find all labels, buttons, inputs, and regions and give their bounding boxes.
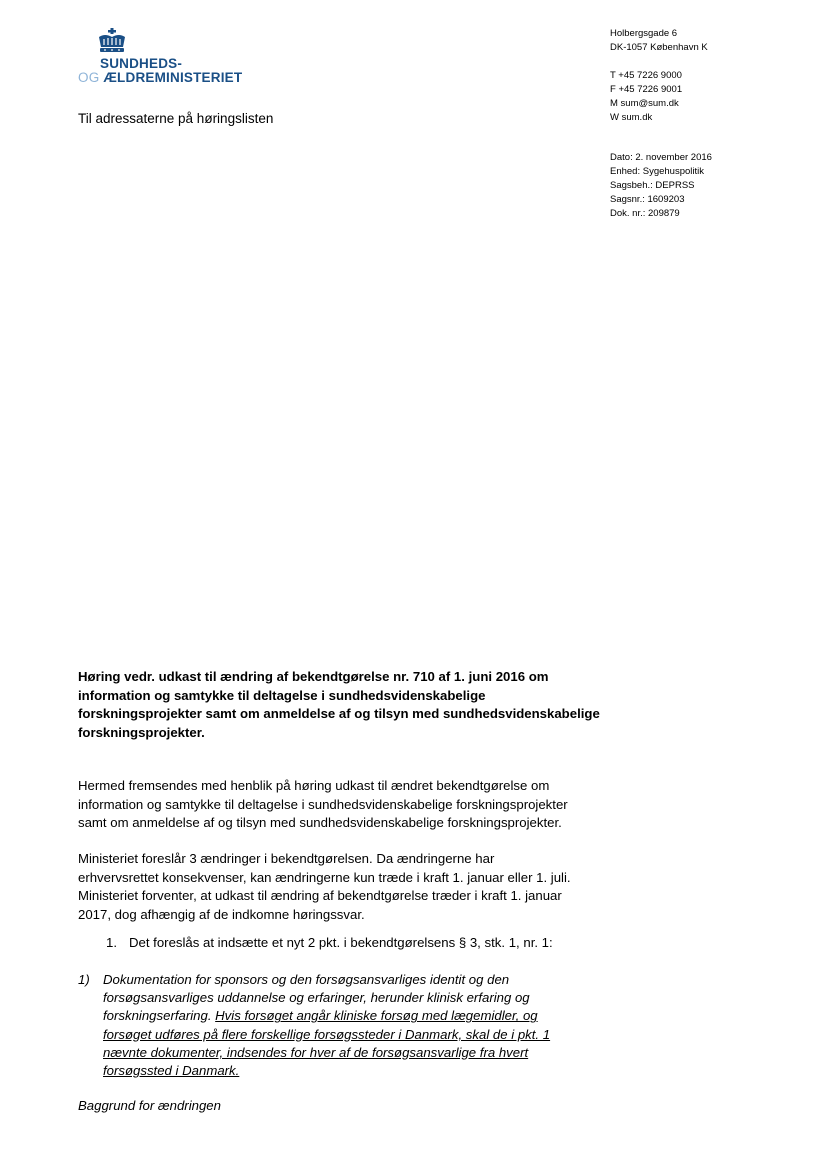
- paragraph-line: information og samtykke til deltagelse i sundhedsvidenskabelige forskningsprojekter: [78, 796, 568, 812]
- contact-phone: T +45 7226 9000: [610, 70, 682, 81]
- quote-line: Dokumentation for sponsors og den forsøgsansvarliges identit og den: [103, 972, 510, 987]
- quote-line: [103, 1007, 573, 1025]
- quote-line: forsøgssted i Danmark.: [103, 1063, 240, 1079]
- quote-line-underlined: Hvis forsøget angår kliniske forsøg med lægemidler, og: [215, 1008, 538, 1024]
- document-number: Dok. nr.: 209879: [610, 208, 680, 219]
- document-title: [78, 668, 600, 742]
- title-line: information og samtykke til deltagelse i sundhedsvidenskabelige: [78, 687, 486, 703]
- paragraph-intro: [78, 777, 578, 833]
- contact-city: DK-1057 København K: [610, 42, 708, 53]
- paragraph-line: Ministeriet foreslår 3 ændringer i bekendtgørelsen. Da ændringerne har: [78, 851, 495, 866]
- crown-icon: [95, 28, 129, 56]
- section-heading: Baggrund for ændringen: [78, 1098, 221, 1113]
- title-line: forskningsprojekter samt om anmeldelse af og tilsyn med sundhedsvidenskabelige: [78, 706, 600, 721]
- case-date: Dato: 2. november 2016: [610, 152, 712, 163]
- contact-street: Holbergsgade 6: [610, 28, 678, 39]
- paragraph-line: Hermed fremsendes med henblik på høring udkast til ændret bekendtgørelse om: [78, 778, 550, 793]
- logo-og: OG: [78, 70, 104, 85]
- case-info-block: [610, 151, 712, 221]
- contact-mail: M sum@sum.dk: [610, 98, 679, 109]
- logo-line-1: SUNDHEDS-: [100, 56, 183, 71]
- ministry-logo: [78, 28, 278, 88]
- title-line: forskningsprojekter.: [78, 724, 205, 740]
- quote-body: [103, 971, 573, 1080]
- item-text: Det foreslås at indsætte et nyt 2 pkt. i bekendtgørelsens § 3, stk. 1, nr. 1:: [129, 935, 553, 950]
- contact-fax: F +45 7226 9001: [610, 84, 683, 95]
- case-handler: Sagsbeh.: DEPRSS: [610, 180, 695, 191]
- addressee: Til adressaterne på høringslisten: [78, 111, 274, 126]
- numbered-item-1: [106, 935, 553, 950]
- paragraph-line: samt om anmeldelse af og tilsyn med sundhedsvidenskabelige forskningsprojekter.: [78, 815, 562, 830]
- case-number: Sagsnr.: 1609203: [610, 194, 685, 205]
- paragraph-line: 2017, dog afhængig af de indkomne høringssvar.: [78, 906, 365, 922]
- paragraph-line: erhvervsrettet konsekvenser, kan ændringerne kun træde i kraft 1. januar eller 1. juli.: [78, 869, 571, 885]
- paragraph-changes: [78, 850, 578, 924]
- quote-line-plain: forskningserfaring.: [103, 1008, 216, 1024]
- quote-line: forsøget udføres på flere forskellige forsøgssteder i Danmark, skal de i pkt. 1: [103, 1026, 551, 1042]
- logo-line-2: [78, 70, 242, 85]
- quote-line: forsøgsansvarliges uddannelse og erfaringer, herunder klinisk erfaring og: [103, 990, 530, 1006]
- case-unit: Enhed: Sygehuspolitik: [610, 166, 705, 177]
- title-line: Høring vedr. udkast til ændring af bekendtgørelse nr. 710 af 1. juni 2016 om: [78, 669, 549, 684]
- quote-number: 1): [78, 972, 90, 987]
- paragraph-line: Ministeriet forventer, at udkast til ændring af bekendtgørelse træder i kraft 1. januar: [78, 888, 562, 903]
- item-number: 1.: [106, 935, 117, 950]
- logo-ministry: ÆLDREMINISTERIET: [103, 70, 243, 85]
- contact-block: [610, 27, 708, 125]
- contact-web: W sum.dk: [610, 112, 653, 123]
- quote-line: nævnte dokumenter, indsendes for hver af de forsøgsansvarlige fra hvert: [103, 1044, 529, 1060]
